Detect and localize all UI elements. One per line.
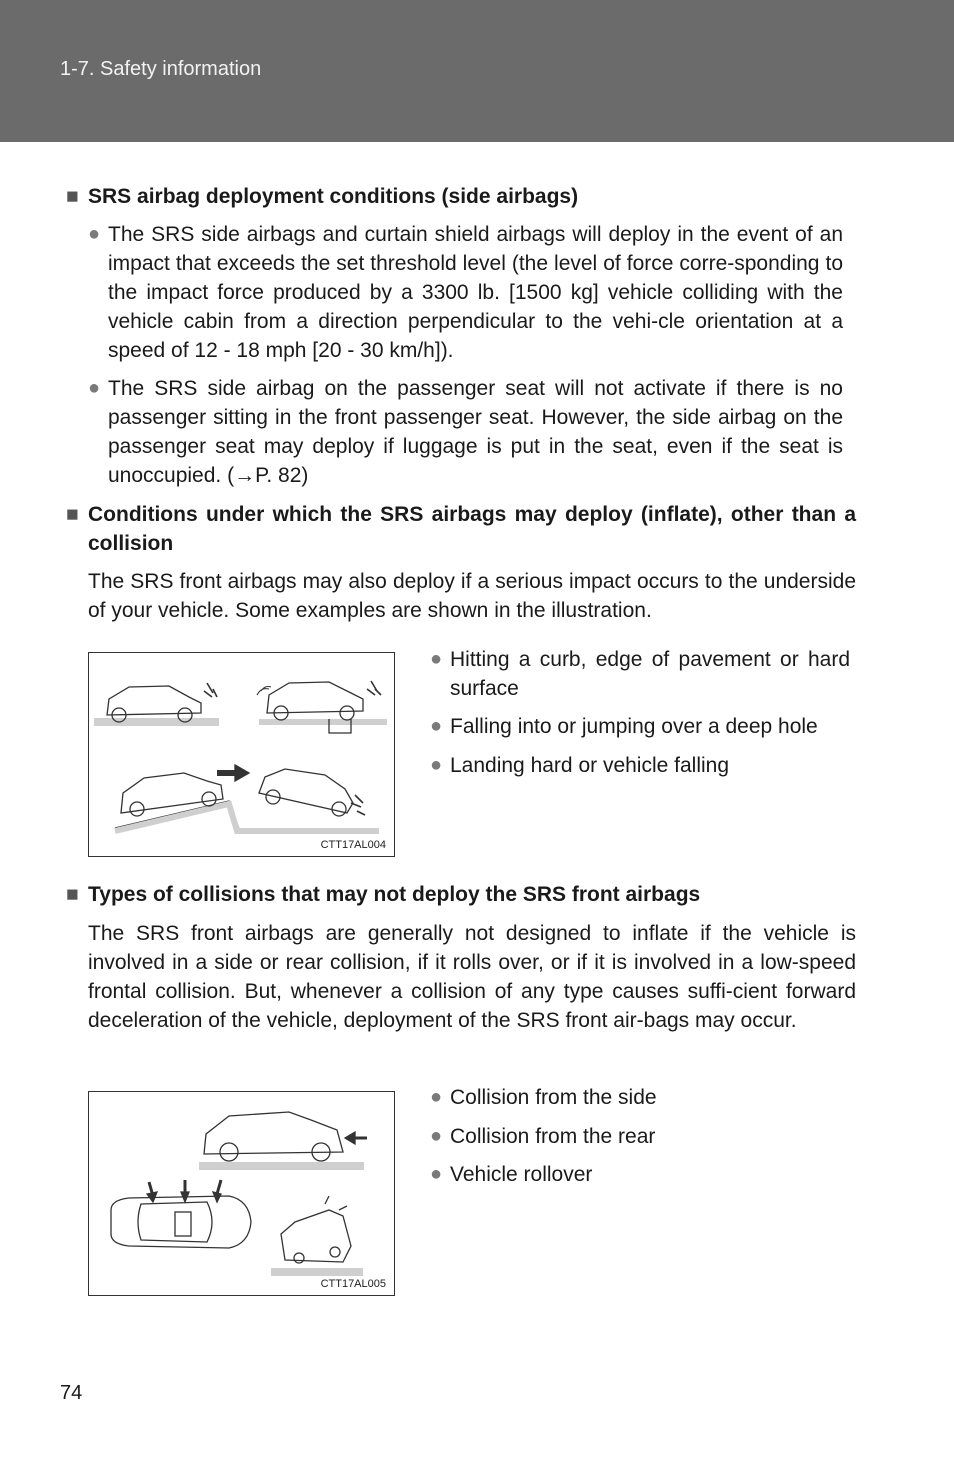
illustration-non-deploy-collisions <box>88 1091 395 1296</box>
square-icon: ■ <box>66 883 79 906</box>
list-item: ● Collision from the side <box>430 1083 850 1112</box>
circle-bullet-icon: ● <box>88 377 101 399</box>
underbody-impact-illustration <box>89 653 394 856</box>
list-item: ● The SRS side airbags and curtain shield airbags will deploy in the event of an impact that exceeds the set threshold level (the level of force corre-sponding to the impact force produced by a 3300 lb. [1500 kg] vehicle colliding with the vehicle cabin from a direction perpendicular to the vehi-cle orientation at a speed of 12 - 18 mph [20 - 30 km/h]). <box>88 220 843 365</box>
circle-bullet-icon: ● <box>430 1086 443 1108</box>
square-icon: ■ <box>66 185 79 208</box>
heading-types-of-collisions: ■ Types of collisions that may not deploy the SRS front airbags <box>66 880 83 909</box>
figure-code: CTT17AL005 <box>320 1278 386 1290</box>
section-title: 1-7. Safety information <box>60 58 262 80</box>
circle-bullet-icon: ● <box>430 1125 443 1147</box>
non-deploy-collision-illustration <box>89 1092 394 1295</box>
list-item: ● The SRS side airbag on the passenger seat will not activate if there is no passenger sitting in the front passenger seat. However, the side airbag on the passenger seat may deploy if luggage is put in the seat, even if the seat is unoccupied. (→P. 82) <box>88 374 843 490</box>
figure-code: CTT17AL004 <box>320 839 386 851</box>
list-item: ● Collision from the rear <box>430 1122 850 1151</box>
circle-bullet-icon: ● <box>430 648 443 670</box>
page-number: 74 <box>60 1382 83 1404</box>
paragraph: The SRS front airbags may also deploy if a serious impact occurs to the underside of your vehicle. Some examples are shown in the illustration. <box>88 570 856 622</box>
paragraph: The SRS front airbags are generally not designed to inflate if the vehicle is involved in a side or rear collision, if it rolls over, or if it is involved in a low-speed frontal collision. But, whenever a collision of any type causes suffi-cient forward deceleration of the vehicle, deployment of the SRS front air-bags may occur. <box>88 922 856 1032</box>
page-header <box>0 0 954 142</box>
square-icon: ■ <box>66 503 79 526</box>
list-item: ● Falling into or jumping over a deep hole <box>430 712 850 741</box>
list-item: ● Landing hard or vehicle falling <box>430 751 850 780</box>
illustration-underbody-impacts <box>88 652 395 857</box>
circle-bullet-icon: ● <box>430 715 443 737</box>
circle-bullet-icon: ● <box>430 754 443 776</box>
circle-bullet-icon: ● <box>430 1163 443 1185</box>
list-item: ● Vehicle rollover <box>430 1160 850 1189</box>
heading-other-conditions: ■ Conditions under which the SRS airbags may deploy (inflate), other than a collision <box>66 500 83 529</box>
list-item: ● Hitting a curb, edge of pavement or hard surface <box>430 645 850 703</box>
circle-bullet-icon: ● <box>88 223 101 245</box>
heading-side-airbags: ■ SRS airbag deployment conditions (side airbags) <box>66 182 83 211</box>
